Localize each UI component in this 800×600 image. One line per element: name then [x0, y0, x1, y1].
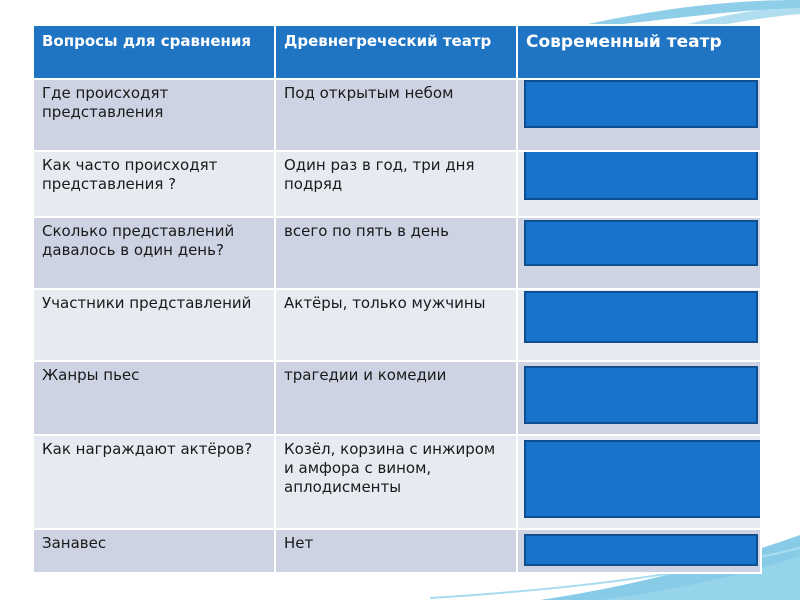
answer-cover-box[interactable]	[524, 151, 758, 200]
question-cell: Как награждают актёров?	[33, 435, 275, 529]
answer-cover-box[interactable]	[524, 366, 758, 424]
ancient-answer-cell: Нет	[275, 529, 517, 573]
header-questions: Вопросы для сравнения	[33, 25, 275, 79]
table-row	[33, 217, 761, 289]
question-cell: Где происходят представления	[33, 79, 275, 151]
table-row	[33, 529, 761, 573]
answer-cover-box[interactable]	[524, 440, 761, 518]
header-modern-theatre: Современный театр	[517, 25, 761, 79]
modern-answer-cell	[517, 151, 761, 217]
answer-cover-box[interactable]	[524, 80, 758, 128]
table-row	[33, 289, 761, 361]
ancient-answer-cell: Козёл, корзина с инжиром и амфора с вином, аплодисменты	[275, 435, 517, 529]
table-row	[33, 361, 761, 435]
question-cell: Участники представлений	[33, 289, 275, 361]
question-cell: Занавес	[33, 529, 275, 573]
table-row	[33, 79, 761, 151]
answer-cover-box[interactable]	[524, 291, 758, 343]
question-cell: Сколько представлений давалось в один день?	[33, 217, 275, 289]
ancient-answer-cell: Один раз в год, три дня подряд	[275, 151, 517, 217]
modern-answer-cell	[517, 529, 761, 573]
header-row	[33, 25, 761, 79]
answer-cover-box[interactable]	[524, 220, 758, 266]
modern-answer-cell	[517, 289, 761, 361]
question-cell: Жанры пьес	[33, 361, 275, 435]
modern-answer-cell	[517, 217, 761, 289]
answer-cover-box[interactable]	[524, 534, 758, 566]
question-cell: Как часто происходят представления ?	[33, 151, 275, 217]
ancient-answer-cell: всего по пять в день	[275, 217, 517, 289]
modern-answer-cell	[517, 361, 761, 435]
header-ancient-theatre: Древнегреческий театр	[275, 25, 517, 79]
modern-answer-cell	[517, 435, 761, 529]
ancient-answer-cell: трагедии и комедии	[275, 361, 517, 435]
comparison-table	[32, 24, 762, 574]
ancient-answer-cell: Под открытым небом	[275, 79, 517, 151]
table-row	[33, 151, 761, 217]
ancient-answer-cell: Актёры, только мужчины	[275, 289, 517, 361]
modern-answer-cell	[517, 79, 761, 151]
table-row	[33, 435, 761, 529]
